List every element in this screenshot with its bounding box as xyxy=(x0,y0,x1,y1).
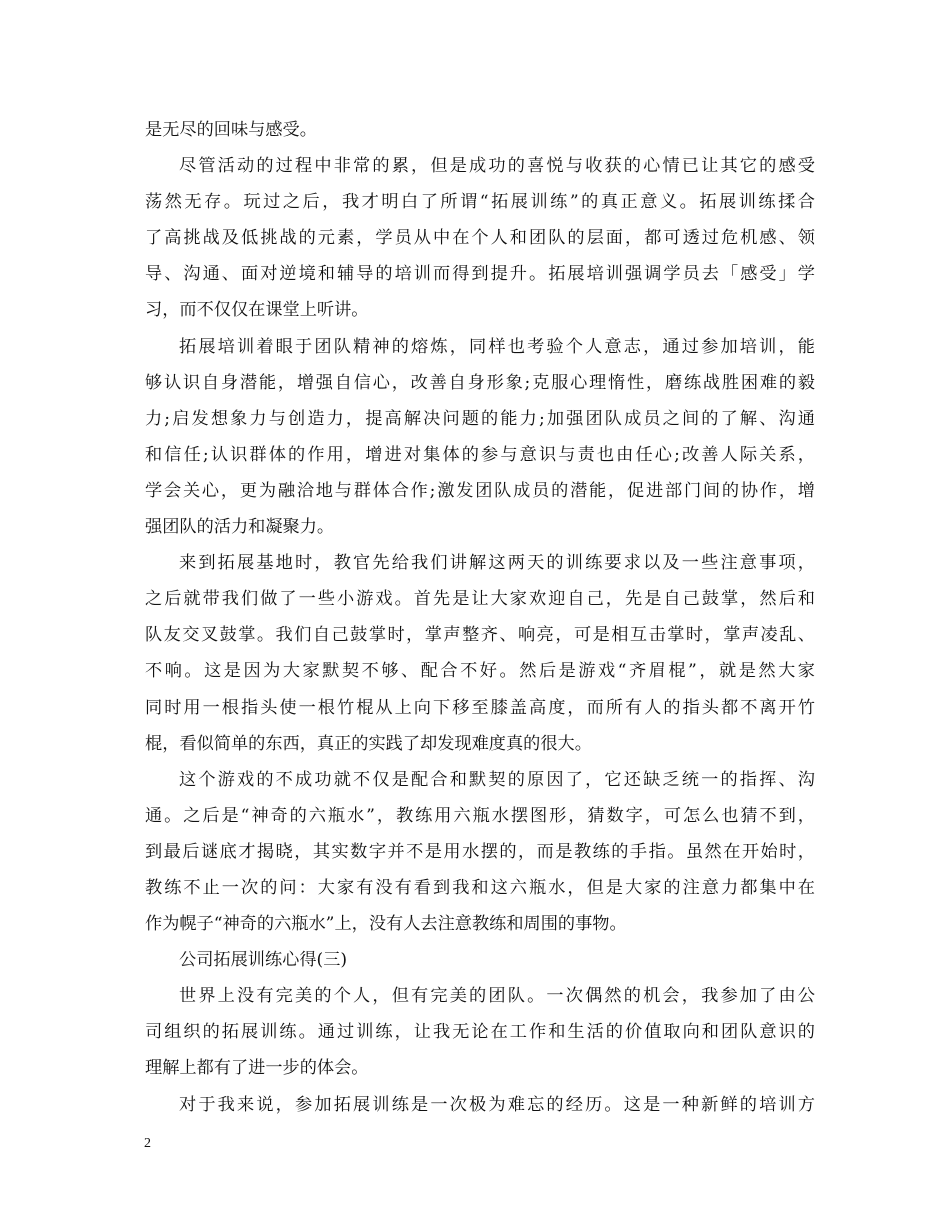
text-line: 对于我来说，参加拓展训练是一次极为难忘的经历。这是一种新鲜的培训方 xyxy=(179,1094,815,1115)
text-lines xyxy=(145,112,815,1123)
text-line: 尽管活动的过程中非常的累，但是成功的喜悦与收获的心情已让其它的感受 xyxy=(179,156,815,177)
text-line: 队友交叉鼓掌。我们自己鼓掌时，掌声整齐、响亮，可是相互击掌时，掌声凌乱、 xyxy=(145,625,815,646)
text-line: 导、沟通、面对逆境和辅导的培训而得到提升。拓展培训强调学员去「感受」学 xyxy=(145,264,815,285)
text-line: 公司拓展训练心得(三) xyxy=(179,950,348,971)
text-line: 教练不止一次的问：大家有没有看到我和这六瓶水，但是大家的注意力都集中在 xyxy=(145,877,815,898)
text-line: 拓展培训着眼于团队精神的熔炼，同样也考验个人意志，通过参加培训，能 xyxy=(179,336,815,357)
text-line: 和信任;认识群体的作用，增进对集体的参与意识与责也由任心;改善人际关系， xyxy=(145,444,815,465)
text-line: 同时用一根指头使一根竹棍从上向下移至膝盖高度，而所有人的指头都不离开竹 xyxy=(145,697,815,718)
text-line: 司组织的拓展训练。通过训练，让我无论在工作和生活的价值取向和团队意识的 xyxy=(145,1022,815,1043)
page-number: 2 xyxy=(144,1136,151,1151)
text-line: 习，而不仅仅在课堂上听讲。 xyxy=(145,300,369,321)
text-line: 力;启发想象力与创造力，提高解决问题的能力;加强团队成员之间的了解、沟通 xyxy=(145,408,815,429)
text-line: 到最后谜底才揭晓，其实数字并不是用水摆的，而是教练的手指。虽然在开始时， xyxy=(145,841,815,862)
text-line: 学会关心，更为融洽地与群体合作;激发团队成员的潜能，促进部门间的协作，增 xyxy=(145,480,815,501)
text-line: 来到拓展基地时，教官先给我们讲解这两天的训练要求以及一些注意事项， xyxy=(179,553,815,574)
text-line: 荡然无存。玩过之后，我才明白了所谓“拓展训练”的真正意义。拓展训练揉合 xyxy=(145,192,815,213)
text-line: 是无尽的回味与感受。 xyxy=(145,120,317,140)
text-line: 之后就带我们做了一些小游戏。首先是让大家欢迎自己，先是自己鼓掌，然后和 xyxy=(145,589,815,610)
text-line: 这个游戏的不成功就不仅是配合和默契的原因了，它还缺乏统一的指挥、沟 xyxy=(179,769,815,790)
text-line: 不响。这是因为大家默契不够、配合不好。然后是游戏“齐眉棍”，就是然大家 xyxy=(145,661,815,682)
text-line: 理解上都有了进一步的体会。 xyxy=(145,1058,369,1079)
text-line: 通。之后是“神奇的六瓶水”，教练用六瓶水摆图形，猜数字，可怎么也猜不到， xyxy=(145,805,815,826)
text-line: 作为幌子“神奇的六瓶水”上，没有人去注意教练和周围的事物。 xyxy=(145,914,627,935)
text-line: 了高挑战及低挑战的元素，学员从中在个人和团队的层面，都可透过危机感、领 xyxy=(145,228,815,249)
text-line: 世界上没有完美的个人，但有完美的团队。一次偶然的机会，我参加了由公 xyxy=(179,986,815,1007)
text-line: 够认识自身潜能，增强自信心，改善自身形象;克服心理惰性，磨练战胜困难的毅 xyxy=(145,372,815,393)
document-body xyxy=(145,112,815,1123)
text-line: 强团队的活力和凝聚力。 xyxy=(145,517,335,538)
text-line: 棍，看似简单的东西，真正的实践了却发现难度真的很大。 xyxy=(145,733,592,754)
